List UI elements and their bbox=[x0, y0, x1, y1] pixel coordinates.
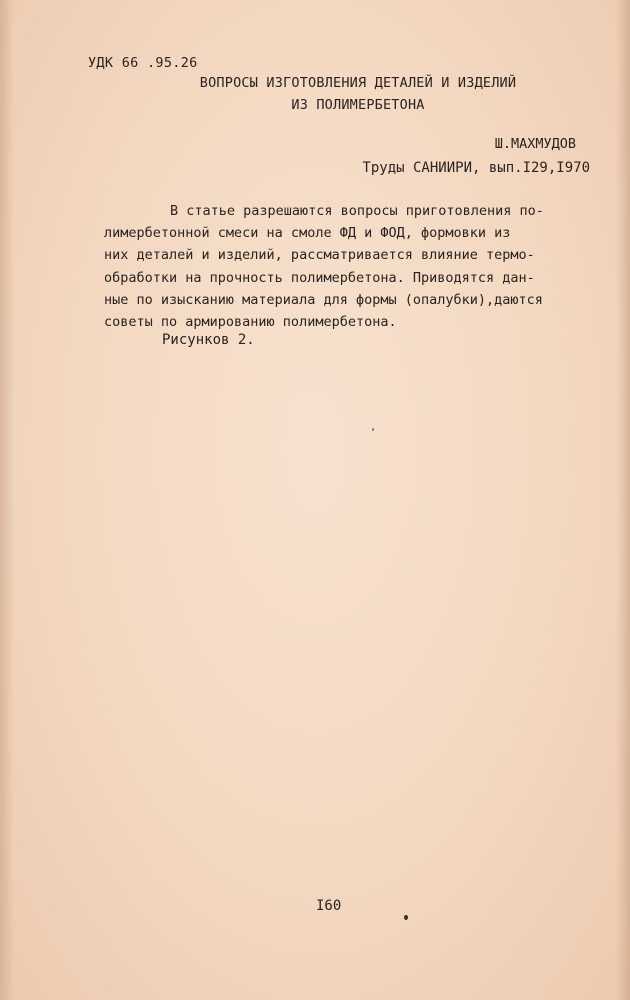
page-number: I60 bbox=[316, 898, 342, 914]
page-edge-right bbox=[616, 0, 630, 1000]
page-edge-left bbox=[0, 0, 14, 1000]
figures-count: Рисунков 2. bbox=[162, 332, 255, 348]
article-title bbox=[150, 72, 566, 116]
abstract-line: обработки на прочность полимербетона. Приводятся дан- bbox=[104, 269, 535, 286]
source-reference: Труды САНИИРИ, вып.I29,I970 bbox=[362, 160, 590, 176]
article-title-line-2: ИЗ ПОЛИМЕРБЕТОНА bbox=[291, 97, 425, 113]
abstract-line: них деталей и изделий, рассматривается влияние термо- bbox=[104, 247, 535, 264]
ink-speck bbox=[372, 428, 374, 431]
abstract-line: советы по армированию полимербетона. bbox=[104, 314, 397, 331]
abstract-line: лимербетонной смеси на смоле ФД и ФОД, формовки из bbox=[104, 225, 511, 242]
abstract-line: ные по изысканию материала для формы (опалубки),даются bbox=[104, 291, 543, 308]
abstract-text bbox=[104, 200, 604, 333]
ink-speck bbox=[404, 915, 408, 920]
udk-code: УДК 66 .95.26 bbox=[88, 55, 198, 71]
article-title-line-1: ВОПРОСЫ ИЗГОТОВЛЕНИЯ ДЕТАЛЕЙ И ИЗДЕЛИЙ bbox=[199, 75, 517, 91]
author-name: Ш.МАХМУДОВ bbox=[494, 136, 576, 152]
abstract-line: В статье разрешаются вопросы приготовления по- bbox=[170, 203, 544, 219]
